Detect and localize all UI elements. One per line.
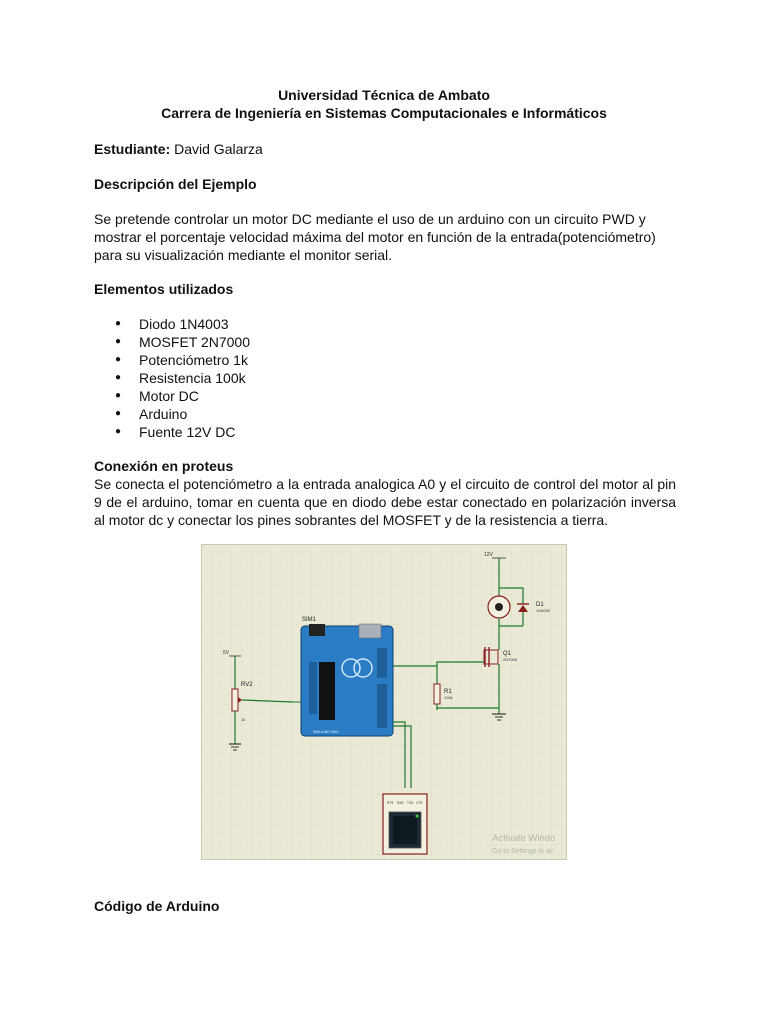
watermark-line2: Go to Settings to ac — [492, 848, 554, 855]
diode-value: 1N4003 — [536, 608, 551, 613]
mosfet-label: Q1 — [503, 651, 512, 657]
terminal-pin-label: CTS — [416, 801, 423, 805]
arduino-board — [293, 617, 401, 736]
pot-supply-label: 5V — [223, 650, 230, 656]
watermark-line1: Activate Windo — [492, 833, 556, 844]
list-item: ● Fuente 12V DC — [94, 423, 250, 441]
motor-symbol — [488, 596, 510, 618]
list-item: ● Potenciómetro 1k — [94, 351, 250, 369]
list-item: ● Diodo 1N4003 — [94, 315, 250, 333]
student-line — [94, 140, 676, 158]
university-title: Universidad Técnica de Ambato — [278, 87, 490, 103]
list-item: ● MOSFET 2N7000 — [94, 333, 250, 351]
circuit-schematic — [201, 544, 567, 860]
student-label: Estudiante: — [94, 141, 171, 157]
resistor-value: 100k — [444, 695, 453, 700]
code-heading: Código de Arduino — [94, 898, 220, 914]
diode-label: D1 — [536, 602, 544, 608]
supply-label: 12V — [484, 552, 493, 558]
list-item: ● Motor DC — [94, 387, 250, 405]
board-name: SIMULINO UNO — [313, 730, 339, 734]
terminal-pin-label: RXD — [397, 801, 404, 805]
mosfet-value: 2N7000 — [503, 657, 518, 662]
career-title: Carrera de Ingeniería en Sistemas Computacionales e Informáticos — [161, 105, 607, 121]
terminal-pin-label: RTS — [387, 801, 394, 805]
pot-label: RV2 — [241, 682, 253, 688]
list-item: ● Resistencia 100k — [94, 369, 250, 387]
student-name: David Galarza — [174, 141, 263, 157]
elements-heading: Elementos utilizados — [94, 281, 234, 297]
terminal-pin-label: TXD — [407, 801, 414, 805]
description-text: Se pretende controlar un motor DC mediante el uso de un arduino con un circuito PWD y mostrar el porcentaje velocidad máxima del motor en función de la entrada(potenciómetro) para su visualización mediante el monitor serial. — [94, 211, 656, 263]
elements-list — [94, 315, 250, 441]
description-heading: Descripción del Ejemplo — [94, 176, 257, 192]
arduino-label: SIM1 — [302, 617, 317, 623]
connection-text: Se conecta el potenciómetro a la entrada analogica A0 y el circuito de control del motor al pin 9 de el arduino, tomar en cuenta que en diodo debe estar conectado en polarización inversa al motor dc y conectar los pines sobrantes del MOSFET y de la resistencia a tierra. — [94, 476, 676, 528]
resistor-label: R1 — [444, 689, 452, 695]
connection-heading: Conexión en proteus — [94, 458, 234, 474]
list-item: ● Arduino — [94, 405, 250, 423]
pot-value: 1k — [241, 717, 246, 722]
virtual-terminal — [383, 794, 427, 854]
